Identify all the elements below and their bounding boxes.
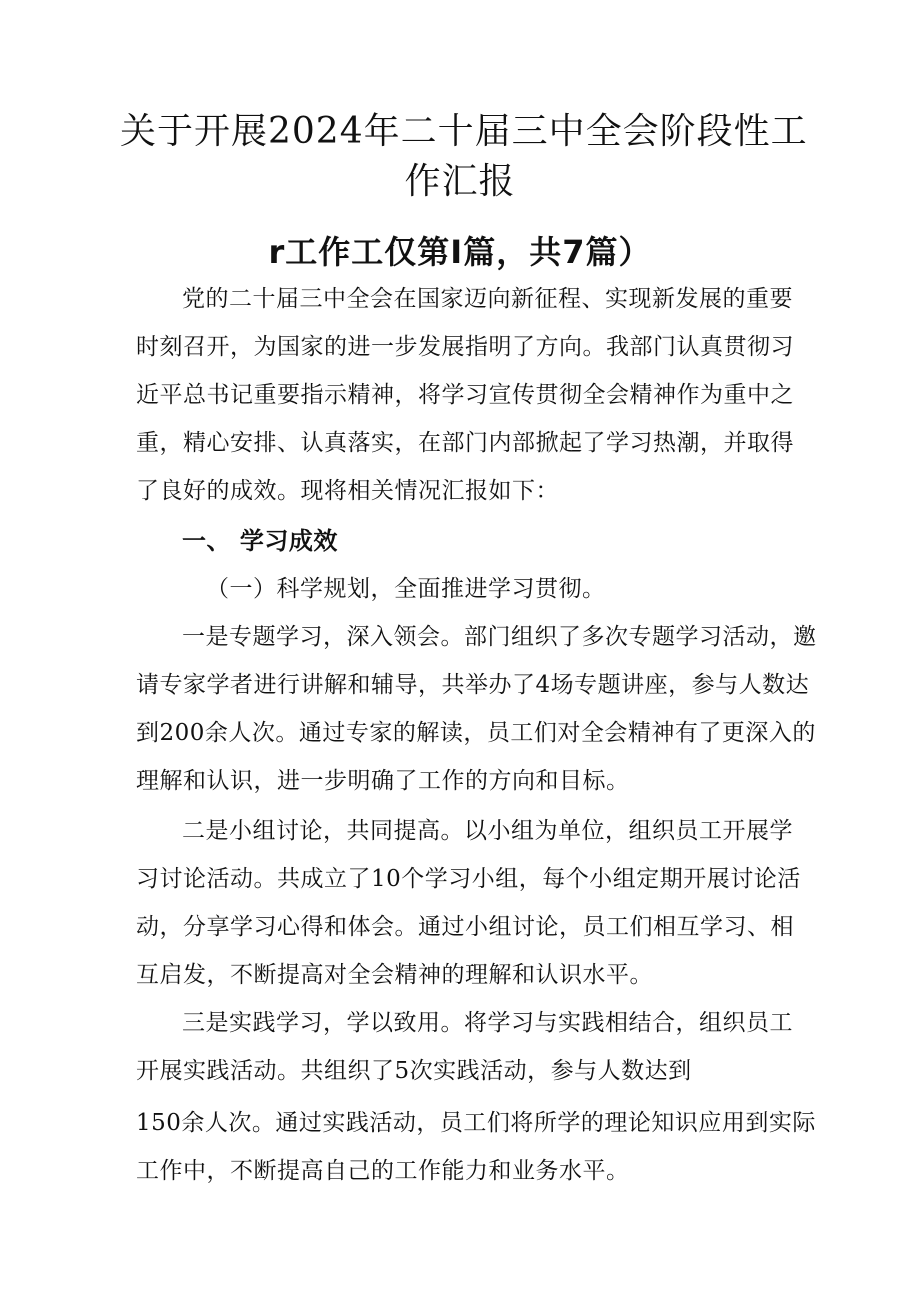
subsection-heading: （一）科学规划，全面推进学习贯彻。 <box>206 576 606 602</box>
paragraph-line: 开展实践活动。共组织了5次实践活动，参与人数达到 <box>136 1058 692 1084</box>
paragraph-line: 近平总书记重要指示精神，将学习宣传贯彻全会精神作为重中之 <box>136 382 794 408</box>
paragraph-line: 习讨论活动。共成立了10个学习小组，每个小组定期开展讨论活 <box>136 866 801 892</box>
paragraph-line: 请专家学者进行讲解和辅导，共举办了4场专题讲座，参与人数达 <box>136 672 810 698</box>
document-title-line-2: 作汇报 <box>404 161 516 202</box>
paragraph-line: 理解和认识，进一步明确了工作的方向和目标。 <box>136 768 630 794</box>
paragraph-line: 重，精心安排、认真落实，在部门内部掀起了学习热潮，并取得 <box>136 430 794 456</box>
paragraph-line: 时刻召开，为国家的进一步发展指明了方向。我部门认真贯彻习 <box>136 334 794 360</box>
document-title-line-1: 关于开展2024年二十届三中全会阶段性工 <box>120 111 808 152</box>
paragraph-line: 二是小组讨论，共同提高。以小组为单位，组织员工开展学 <box>182 818 793 844</box>
section-heading: 一、 学习成效 <box>182 526 338 555</box>
paragraph-line: 150余人次。通过实践活动，员工们将所学的理论知识应用到实际 <box>136 1110 816 1136</box>
paragraph-line: 互启发，不断提高对全会精神的理解和认识水平。 <box>136 962 653 988</box>
paragraph-line: 到200余人次。通过专家的解读，员工们对全会精神有了更深入的 <box>136 720 816 746</box>
paragraph-line: 了良好的成效。现将相关情况汇报如下： <box>136 478 559 504</box>
paragraph-line: 一是专题学习，深入领会。部门组织了多次专题学习活动，邀 <box>182 624 817 650</box>
document-subtitle: r工作工仅第I篇，共7篇） <box>268 233 652 271</box>
paragraph-line: 动，分享学习心得和体会。通过小组讨论，员工们相互学习、相 <box>136 914 794 940</box>
paragraph-line: 三是实践学习，学以致用。将学习与实践相结合，组织员工 <box>182 1010 793 1036</box>
paragraph-line: 工作中，不断提高自己的工作能力和业务水平。 <box>136 1158 630 1184</box>
paragraph-line: 党的二十届三中全会在国家迈向新征程、实现新发展的重要 <box>182 286 793 312</box>
